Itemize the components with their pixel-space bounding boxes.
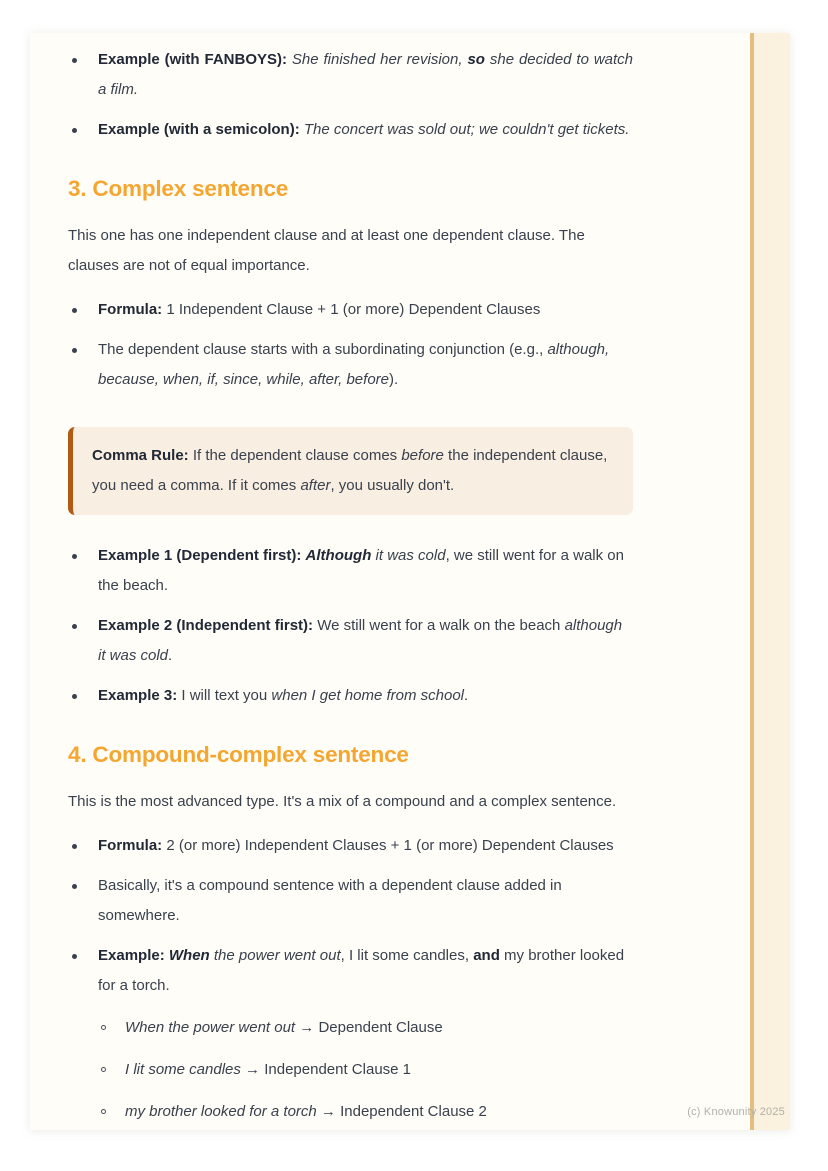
page-edge-stripe <box>750 33 790 1130</box>
text-segment: the power went out <box>209 947 341 964</box>
text-segment: Example (with FANBOYS): <box>98 51 292 68</box>
text-segment: Although <box>305 547 372 564</box>
text-segment: my brother looked for a torch. <box>98 947 625 994</box>
text-segment: Formula: <box>98 301 167 318</box>
text-segment: 4. Compound-complex sentence <box>68 742 409 767</box>
section-heading-compound-complex-sentence <box>68 741 633 769</box>
text-segment: → Independent Clause 1 <box>240 1061 412 1078</box>
text-segment: We still went for a walk on the beach <box>317 617 565 634</box>
text-segment: before <box>401 447 444 464</box>
bullet-compound-complex-basically <box>68 871 633 931</box>
text-segment: Comma Rule: <box>92 447 193 464</box>
bullet-compound-complex-example <box>68 941 633 1127</box>
text-segment: after <box>300 477 331 494</box>
paragraph-compound-complex-intro <box>68 787 633 817</box>
text-segment: When the power went out <box>125 1019 296 1036</box>
text-segment: The dependent clause starts with a subordinating conjunction (e.g., <box>98 341 548 358</box>
text-segment: I will text you <box>181 687 272 704</box>
text-segment: If the dependent clause comes <box>192 447 402 464</box>
text-segment: Example 1 (Dependent first): <box>98 547 306 564</box>
subbullet-dependent-clause <box>98 1013 633 1043</box>
text-segment: → Dependent Clause <box>295 1019 443 1036</box>
bullet-marker-icon <box>72 348 77 353</box>
text-segment: Example 3: <box>98 687 182 704</box>
text-segment: → Independent Clause 2 <box>316 1103 487 1120</box>
subbullet-independent-clause-2 <box>98 1097 633 1127</box>
text-segment: Basically, it's a compound sentence with a dependent clause added in somewhere. <box>98 877 562 924</box>
text-segment: 3. Complex sentence <box>68 176 289 201</box>
text-segment: ). <box>389 371 399 388</box>
text-segment: , you usually don't. <box>330 477 455 494</box>
document-page <box>30 33 790 1130</box>
text-segment: She finished her revision, <box>291 51 468 68</box>
sub-bullet-marker-icon <box>101 1025 106 1030</box>
bullet-marker-icon <box>72 58 77 63</box>
document-content <box>30 33 633 1130</box>
text-segment: , we still went for a walk on the beach. <box>98 547 624 594</box>
text-segment: The concert was sold out; we couldn't get tickets. <box>303 121 630 138</box>
text-segment: , I lit some candles, <box>340 947 474 964</box>
text-segment: although, because, when, if, since, while, after, before <box>98 341 610 388</box>
text-segment: Example 2 (Independent first): <box>98 617 318 634</box>
bullet-marker-icon <box>72 624 77 629</box>
text-segment: so <box>467 51 485 68</box>
text-segment: Example (with a semicolon): <box>98 121 304 138</box>
text-segment: although it was cold <box>98 617 623 664</box>
text-segment: and <box>473 947 500 964</box>
text-segment: she decided to watch a film. <box>98 51 633 98</box>
bullet-marker-icon <box>72 694 77 699</box>
bullet-compound-complex-formula <box>68 831 633 861</box>
text-segment: my brother looked for a torch <box>125 1103 317 1120</box>
subbullet-independent-clause-1 <box>98 1055 633 1085</box>
sub-bullet-marker-icon <box>101 1109 106 1114</box>
text-segment: This one has one independent clause and at least one dependent clause. The clauses are not of equal importance. <box>68 227 585 274</box>
text-segment: . <box>168 647 173 664</box>
text-segment: When <box>168 947 210 964</box>
copyright-footer: (c) Knowunity 2025 <box>687 1106 785 1118</box>
bullet-marker-icon <box>72 844 77 849</box>
text-segment: when I get home from school <box>271 687 465 704</box>
bullet-marker-icon <box>72 954 77 959</box>
text-segment: the independent clause, you need a comma. If it comes <box>92 447 608 494</box>
bullet-marker-icon <box>72 884 77 889</box>
bullet-complex-example-2 <box>68 611 633 671</box>
text-segment: Formula: <box>98 837 167 854</box>
callout-comma-rule <box>68 427 633 515</box>
text-segment: 2 (or more) Independent Clauses + 1 (or more) Dependent Clauses <box>166 837 614 854</box>
bullet-marker-icon <box>72 554 77 559</box>
bullet-complex-formula <box>68 295 633 325</box>
section-heading-complex-sentence <box>68 175 633 203</box>
text-segment: . <box>464 687 469 704</box>
bullet-example-fanboys <box>68 45 633 105</box>
text-segment: it was cold <box>371 547 446 564</box>
text-segment: This is the most advanced type. It's a mix of a compound and a complex sentence. <box>68 793 617 810</box>
sub-bullet-marker-icon <box>101 1067 106 1072</box>
bullet-complex-example-1 <box>68 541 633 601</box>
bullet-marker-icon <box>72 308 77 313</box>
paragraph-complex-intro <box>68 221 633 281</box>
text-segment: 1 Independent Clause + 1 (or more) Dependent Clauses <box>166 301 541 318</box>
bullet-marker-icon <box>72 128 77 133</box>
bullet-subordinating-conjunctions <box>68 335 633 395</box>
text-segment: I lit some candles <box>125 1061 241 1078</box>
bullet-example-semicolon <box>68 115 633 145</box>
bullet-complex-example-3 <box>68 681 633 711</box>
text-segment: Example: <box>98 947 169 964</box>
